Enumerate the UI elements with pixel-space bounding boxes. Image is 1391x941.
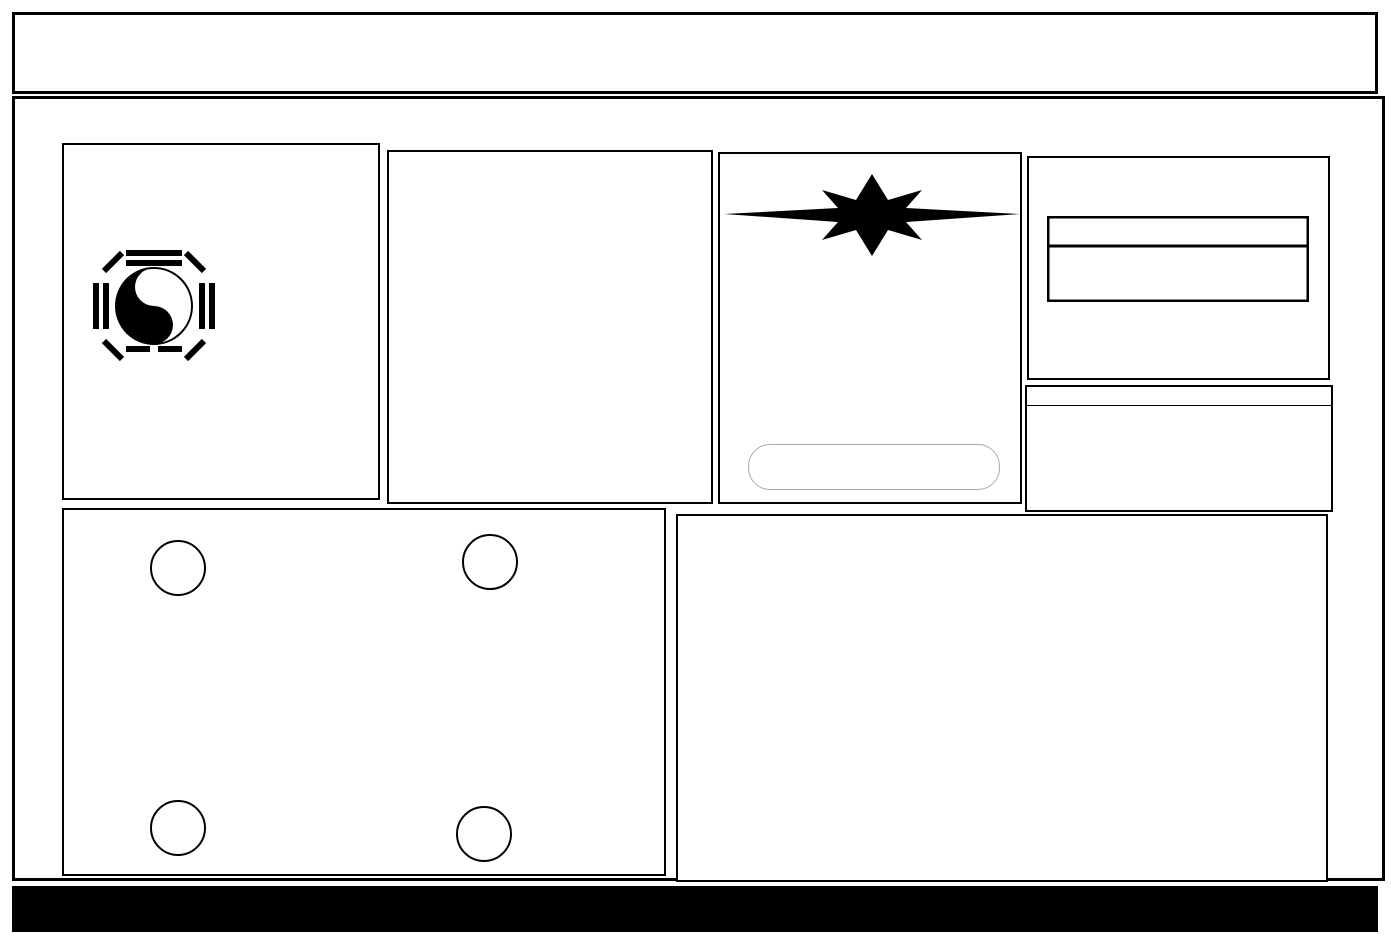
footer-bar (12, 886, 1378, 932)
abacus-panel (1027, 156, 1330, 380)
horses-panel (676, 514, 1328, 882)
abacus-icon (1047, 216, 1309, 302)
wheel-panel (62, 508, 666, 876)
poem-panel (387, 150, 713, 504)
top-border-strip (22, 106, 1352, 140)
frequency-table-panel (1025, 385, 1333, 512)
frequency-title (1027, 387, 1331, 406)
burst-icon (724, 170, 1020, 260)
roulette-wheel (188, 538, 486, 836)
racing-panel (718, 152, 1022, 504)
bagua-diagram (74, 231, 234, 381)
gift-oval (748, 444, 1000, 490)
bagua-panel (62, 143, 380, 500)
title-banner (12, 12, 1378, 94)
right-border-strip (1346, 108, 1376, 888)
left-border-strip (18, 140, 48, 880)
